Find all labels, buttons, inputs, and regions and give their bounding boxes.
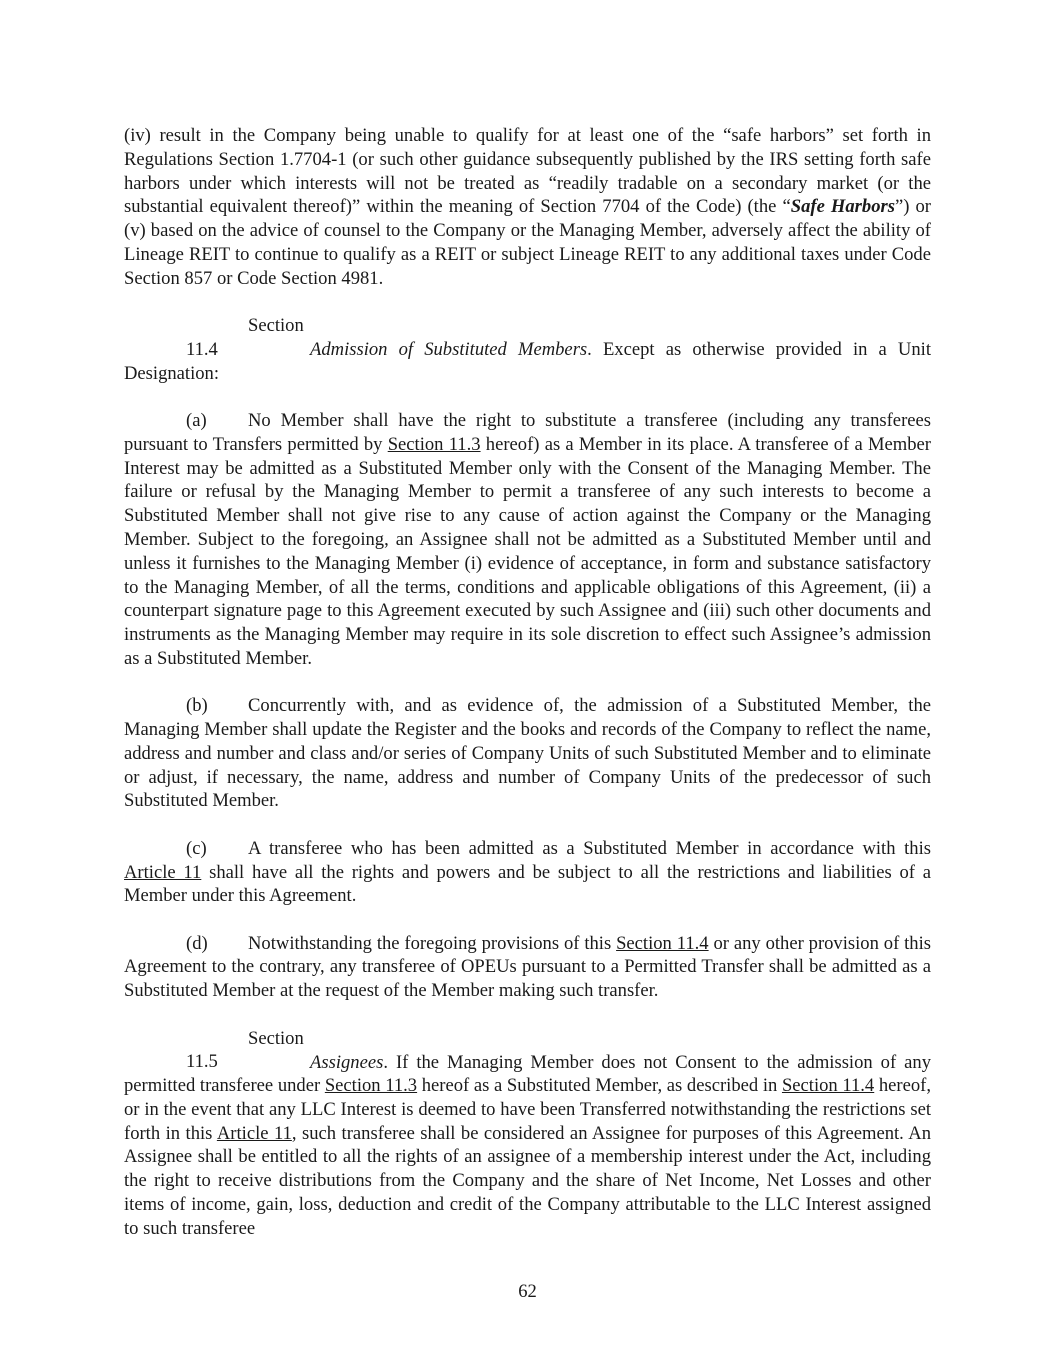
subsection-c [124,837,931,908]
subsection-b [124,694,931,813]
paragraph-text: shall have all the rights and powers and be subject to all the restrictions and liabilities of a Member under this Agreement. [124,861,931,907]
section-11-5 [124,1027,931,1241]
cross-reference-link[interactable]: Article 11 [216,1122,292,1144]
paragraph-text: Notwithstanding the foregoing provisions of this [248,932,617,954]
section-title: Assignees [310,1051,384,1073]
subsection-label: (d) [186,932,208,954]
paragraph-text: A transferee who has been admitted as a Substituted Member in accordance with this [248,837,931,859]
subsection-label: (b) [186,695,208,717]
subsection-a [124,409,931,671]
paragraph-text: Concurrently with, and as evidence of, the admission of a Substituted Member, the Managing Member shall update the Register and the books and records of the Company to reflect the name, address and number and class and/or series of Company Units of such Substituted Member and to eliminate or adjust, if necessary, the name, address and number of Company Units of the predecessor of such Substituted Member. [124,695,931,812]
section-number: Section 11.4 [186,315,304,360]
subsection-d [124,932,931,1003]
document-page [124,124,931,1241]
cross-reference-link[interactable]: Article 11 [124,861,202,883]
paragraph-text: (iv) result in the Company being unable to qualify for at least one of the “safe harbors” set forth in Regulations Section 1.7704-1 (or such other guidance subsequently published by the IRS setting forth safe harbors under which interests will not be treated as “readily tradable on a secondary market (or the substantial equivalent thereof)” within the meaning of Section 7704 of the Code) (the “ [124,125,931,218]
paragraph-text: hereof as a Substituted Member, as described in [417,1075,782,1097]
cross-reference-link[interactable]: Section 11.3 [324,1075,418,1097]
cross-reference-link[interactable]: Section 11.4 [616,932,709,954]
subsection-label: (a) [186,409,207,431]
section-number: Section 11.5 [186,1027,304,1073]
paragraph-text: or any other provision of this Agreement to the contrary, any transferee of OPEUs pursuant to a Permitted Transfer shall be admitted as a Substituted Member at the request of the Member making such transfer. [124,932,932,1002]
page-number: 62 [518,1281,537,1302]
subsection-label: (c) [186,837,207,859]
section-intro: . Except as otherwise provided in a Unit Designation: [124,338,931,384]
paragraph-text: , such transferee shall be considered an Assignee for purposes of this Agreement. An Assignee shall be entitled to all the rights of an assignee of a membership interest under the Act, including the right to receive distributions from the Company and the share of Net Income, Net Losses and other items of income, gain, loss, deduction and credit of the Company attributable to the LLC Interest assigned to such transferee [124,1122,931,1239]
cross-reference-link[interactable]: Section 11.3 [387,433,481,455]
section-title: Admission of Substituted Members [310,338,588,360]
cross-reference-link[interactable]: Section 11.4 [781,1075,875,1097]
paragraph-text: ”) or (v) based on the advice of counsel to the Company or the Managing Member, adversely affect the ability of Lineage REIT to continue to qualify as a REIT or subject Lineage REIT to any additional taxes under Code Section 857 or Code Section 4981. [124,196,931,289]
paragraph-text: hereof) as a Member in its place. A transferee of a Member Interest may be admitted as a Substituted Member only with the Consent of the Managing Member. The failure or refusal by the Managing Member to permit a transferee of any such interests to become a Substituted Member shall not give rise to any cause of action against the Company or the Managing Member. Subject to the foregoing, an Assignee shall not be admitted as a Substituted Member until and unless it furnishes to the Managing Member (i) evidence of acceptance, in form and substance satisfactory to the Managing Member, of all the terms, conditions and applicable obligations of this Agreement, (ii) a counterpart signature page to this Agreement executed by such Assignee and (iii) such other documents and instruments as the Managing Member may require in its sole discretion to effect such Assignee’s admission as a Substituted Member. [124,433,931,669]
section-11-4-heading [124,314,931,385]
paragraph-iv [124,124,931,291]
defined-term: Safe Harbors [790,196,895,218]
paragraph-text: hereof, or in the event that any LLC Interest is deemed to have been Transferred notwithstanding the restrictions set forth in this [124,1075,932,1144]
paragraph-text: No Member shall have the right to substitute a transferee (including any transferees pursuant to Transfers permitted by [124,409,931,455]
paragraph-text: . If the Managing Member does not Consent to the admission of any permitted transferee under [124,1051,931,1097]
